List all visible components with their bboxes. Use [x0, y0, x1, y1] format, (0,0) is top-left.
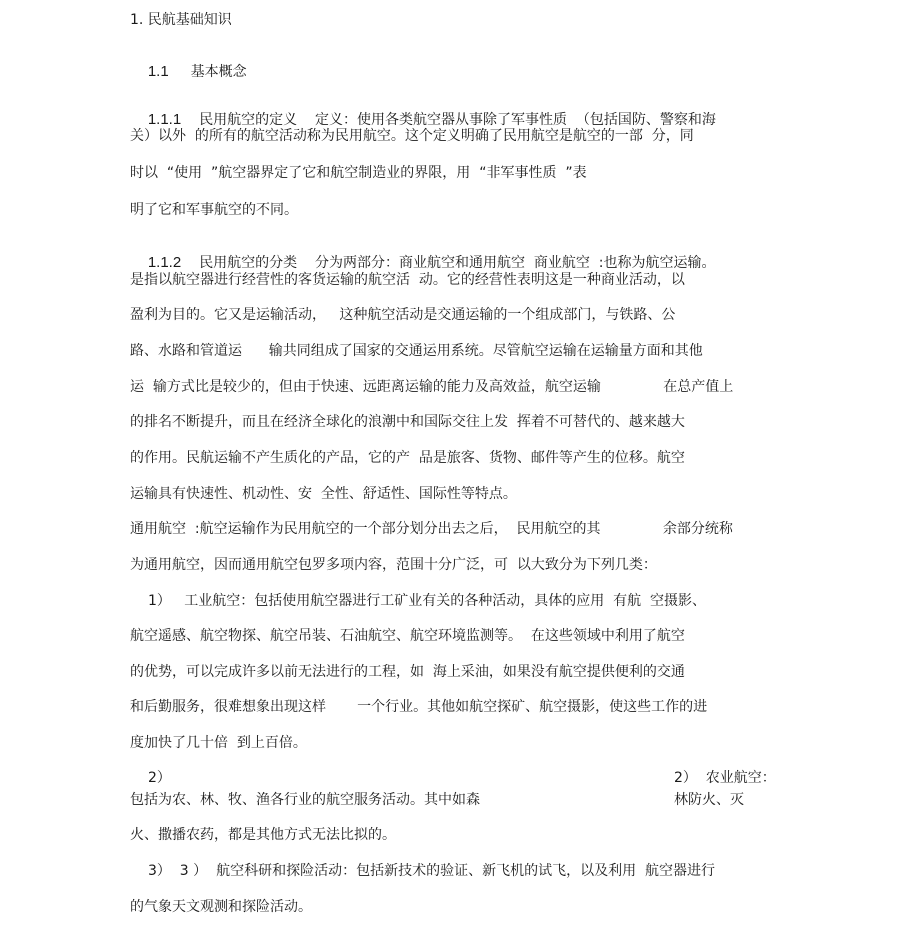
list-item-line: 包括为农、林、牧、渔各行业的航空服务活动。其中如森 [130, 792, 480, 808]
paragraph-line: 时以 “使用 ”航空器界定了它和航空制造业的界限，用 “非军事性质 ”表 [130, 165, 587, 181]
line-text: 民用航空的定义 定义：使用各类航空器从事除了军事性质 （包括国防、警察和海 [199, 112, 716, 128]
paragraph-line: 明了它和军事航空的不同。 [130, 202, 298, 218]
list-item-line: 的气象天文观测和探险活动。 [130, 899, 312, 915]
paragraph-line: 的作用。民航运输不产生质化的产品，它的产 品是旅客、货物、邮件等产生的位移。航空 [130, 450, 685, 466]
paragraph-line: 为通用航空，因而通用航空包罗多项内容，范围十分广泛，可 以大致分为下列几类： [130, 557, 657, 573]
section-heading-1-1 [130, 45, 247, 99]
list-item-line: 航空遥感、航空物探、航空吊装、石油航空、航空环境监测等。 在这些领域中利用了航空 [130, 628, 685, 644]
list-item-line: 和后勤服务，很难想象出现这样 一个行业。其他如航空探矿、航空摄影，使这些工作的进 [130, 699, 708, 715]
list-item-line: 1） 工业航空：包括使用航空器进行工矿业有关的各种活动，具体的应用 有航 空摄影、 [148, 593, 707, 609]
section-title: 基本概念 [190, 64, 247, 80]
paragraph-line: 是指以航空器进行经营性的客货运输的航空活 动。它的经营性表明这是一种商业活动，以 [130, 272, 685, 288]
paragraph-line: 盈利为目的。它又是运输活动， 这种航空活动是交通运输的一个组成部门，与铁路、公 [130, 307, 676, 323]
section-number: 1.1 [147, 63, 169, 80]
paragraph-line: 的排名不断提升，而且在经济全球化的浪潮中和国际交往上发 挥着不可替代的、越来越大 [130, 414, 685, 430]
paragraph-line: 运 输方式比是较少的，但由于快速、远距离运输的能力及高效益，航空运输 在总产值上 [130, 379, 734, 395]
paragraph-line: 路、水路和管道运 输共同组成了国家的交通运用系统。尽管航空运输在运输量方面和其他 [130, 343, 703, 359]
paragraph-line: 通用航空 :航空运输作为民用航空的一个部分划分出去之后， 民用航空的其 余部分统称 [130, 521, 733, 537]
section-number-1-1-1: 1.1.1 [147, 111, 182, 128]
list-item-line: 度加快了几十倍 到上百倍。 [130, 735, 307, 751]
list-item-line: 林防火、灭 [674, 792, 744, 808]
paragraph-line: 运输具有快速性、机动性、安 全性、舒适性、国际性等特点。 [130, 486, 517, 502]
section-number-1-1-2: 1.1.2 [147, 254, 182, 271]
chapter-heading: 1. 民航基础知识 [130, 12, 232, 28]
list-item-marker: 2） 农业航空： [674, 770, 776, 786]
list-item-marker: 2） [148, 770, 171, 786]
list-item-line: 的优势，可以完成许多以前无法进行的工程，如 海上采油，如果没有航空提供便利的交通 [130, 664, 685, 680]
paragraph-line: 关）以外 的所有的航空活动称为民用航空。这个定义明确了民用航空是航空的一部 分，同 [130, 128, 694, 144]
line-text: 民用航空的分类 分为两部分：商业航空和通用航空 商业航空 :也称为航空运输。 [199, 255, 716, 271]
list-item-line: 火、撒播农药，都是其他方式无法比拟的。 [130, 827, 396, 843]
list-item-line: 3） 3 ） 航空科研和探险活动：包括新技术的验证、新飞机的试飞，以及利用 航空器进行 [148, 863, 715, 879]
